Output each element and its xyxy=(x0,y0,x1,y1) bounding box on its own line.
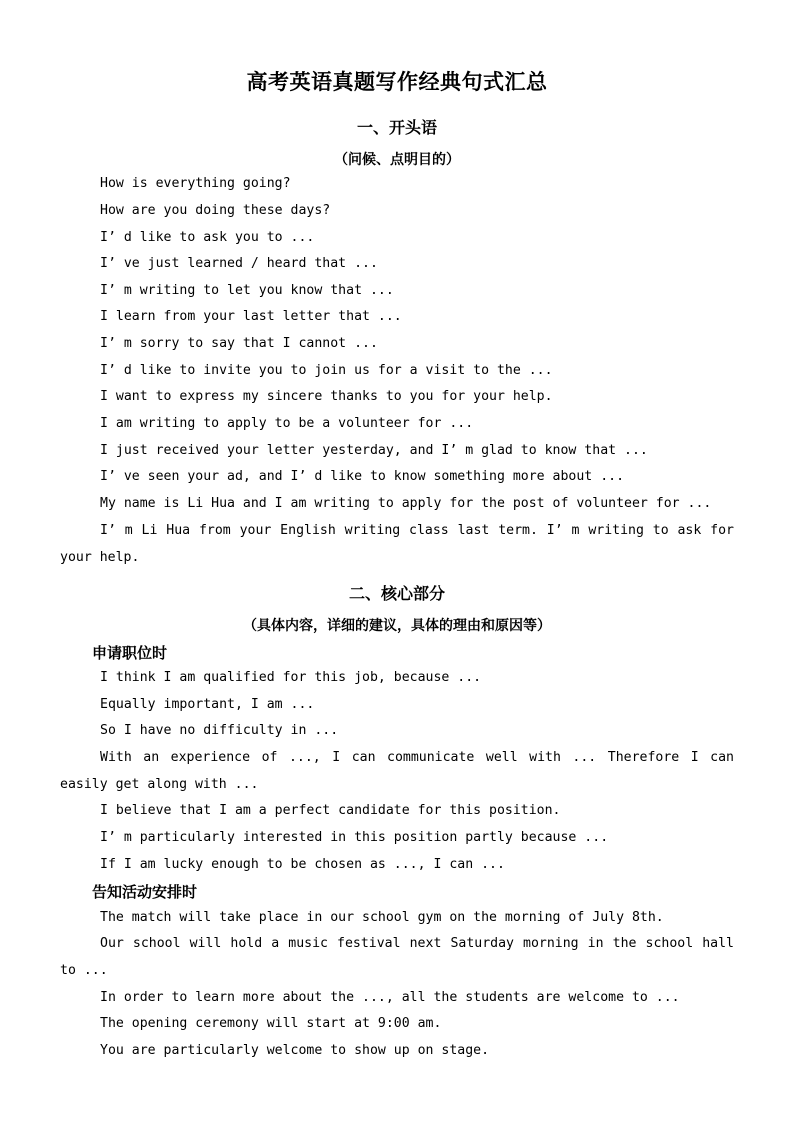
sentence-line: I’ ve just learned / heard that ... xyxy=(100,256,378,271)
sentence-line: I’ m particularly interested in this position partly because ... xyxy=(100,830,609,845)
sentence-line: The opening ceremony will start at 9:00 am. xyxy=(100,1016,442,1031)
section-note-opening: （问候、点明目的） xyxy=(334,152,460,168)
sentence-line: If I am lucky enough to be chosen as ..., I can ... xyxy=(100,857,505,872)
document-title: 高考英语真题写作经典句式汇总 xyxy=(246,69,548,94)
section-note-core: （具体内容，详细的建议，具体的理由和原因等） xyxy=(243,618,551,634)
sentence-line: I’ m writing to let you know that ... xyxy=(100,283,394,298)
group-label-job-application: 申请职位时 xyxy=(92,644,168,662)
sentence-line: I’ d like to ask you to ... xyxy=(100,230,315,245)
sentence-line: How are you doing these days? xyxy=(100,203,331,218)
sentence-line: You are particularly welcome to show up on stage. xyxy=(100,1043,490,1058)
sentence-line: So I have no difficulty in ... xyxy=(100,723,339,738)
sentence-line: I believe that I am a perfect candidate for this position. xyxy=(100,803,561,818)
sentence-line: I am writing to apply to be a volunteer for ... xyxy=(100,416,474,431)
sentence-line: How is everything going? xyxy=(100,176,291,191)
sentence-line: My name is Li Hua and I am writing to apply for the post of volunteer for ... xyxy=(100,496,712,511)
sentence-line: With an experience of ..., I can communicate well with ... Therefore I can easily get along with ... xyxy=(60,750,734,792)
section-heading-opening: 一、开头语 xyxy=(356,118,437,137)
sentence-line: The match will take place in our school gym on the morning of July 8th. xyxy=(100,910,664,925)
sentence-line: Our school will hold a music festival next Saturday morning in the school hall to ... xyxy=(60,936,734,978)
sentence-line: Equally important, I am ... xyxy=(100,697,315,712)
sentence-line: I just received your letter yesterday, and I’ m glad to know that ... xyxy=(100,443,648,458)
sentence-line: I’ m Li Hua from your English writing class last term. I’ m writing to ask for your help. xyxy=(60,523,734,565)
sentence-line: I learn from your last letter that ... xyxy=(100,309,402,324)
sentence-line: I want to express my sincere thanks to you for your help. xyxy=(100,389,553,404)
group-label-activity-arrangement: 告知活动安排时 xyxy=(92,883,198,901)
section-heading-core: 二、核心部分 xyxy=(348,584,445,603)
sentence-line: In order to learn more about the ..., all the students are welcome to ... xyxy=(100,990,680,1005)
sentence-line: I’ ve seen your ad, and I’ d like to know something more about ... xyxy=(100,469,625,484)
sentence-line: I’ d like to invite you to join us for a visit to the ... xyxy=(100,363,553,378)
sentence-line: I’ m sorry to say that I cannot ... xyxy=(100,336,378,351)
sentence-line: I think I am qualified for this job, because ... xyxy=(100,670,482,685)
